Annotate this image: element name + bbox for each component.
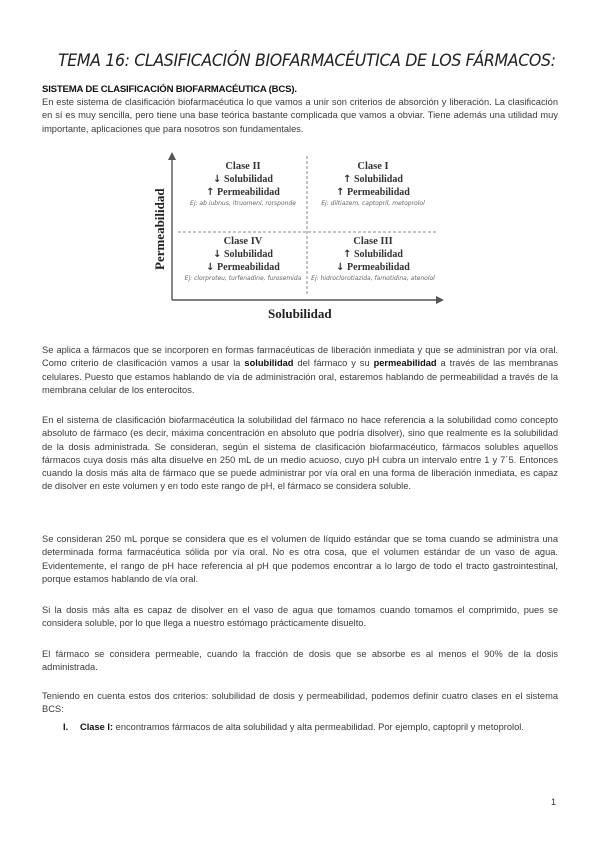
arrow-up-icon: ↑ [343, 174, 352, 185]
quadrant-example: Ej: diltiazem, captopril, metoprolol [321, 200, 425, 207]
page-number: 1 [551, 797, 557, 807]
quadrant-class-ii [180, 160, 306, 228]
paragraph-volume: Se consideran 250 mL porque se considera que es el volumen de líquido estándar que se toma cuando se administra una determinada forma farmacéutica sólida por vía oral. No es otra cosa, que el volumen estándar de un vaso de agua. Evidentemente, el rango de pH hace referencia al pH que podemos encontrar a lo largo de todo el tracto gastrointestinal, porque estamos hablando de vía oral. [42, 534, 558, 584]
quadrant-permeability: Permeabilidad [217, 262, 280, 273]
paragraph-text: del fármaco y su [293, 358, 374, 369]
quadrant-permeability: Permeabilidad [347, 262, 410, 273]
quadrant-class-i [310, 160, 436, 228]
quadrant-class-iii [310, 235, 436, 303]
keyword-solubility: solubilidad [244, 358, 294, 369]
x-axis-label: Solubilidad [268, 306, 332, 321]
quadrant-title: Clase I [357, 161, 389, 172]
quadrant-solubility: Solubilidad [223, 174, 273, 185]
arrow-down-icon: ↓ [213, 174, 222, 185]
arrow-up-icon: ↑ [343, 249, 352, 260]
quadrant-solubility: Solubilidad [353, 174, 403, 185]
paragraph-permeable: El fármaco se considera permeable, cuando la fracción de dosis que se absorbe es al menos el 90% de la dosis administrada. [42, 649, 558, 673]
paragraph-text: a través de las membranas celulares. Puesto que estamos hablando de vía de administración oral, estaremos hablando de permeabilidad a través de la membrana celular de los enterocitos. [42, 358, 558, 395]
page-title: TEMA 16: CLASIFICACIÓN BIOFARMACÉUTICA DE LOS FÁRMACOS: [58, 51, 556, 71]
quadrant-permeability: Permeabilidad [217, 187, 280, 198]
quadrant-example: Ej: hidroclorotiazida, famotidina, atenolol [311, 275, 435, 282]
quadrant-title: Clase IV [223, 236, 263, 247]
arrow-down-icon: ↓ [336, 262, 345, 273]
quadrant-permeability: Permeabilidad [347, 187, 410, 198]
intro-paragraph: En este sistema de clasificación biofarmacéutica lo que vamos a unir son criterios de absorción y liberación. La clasificación en sí es muy sencilla, pero tiene una base teórica bastante complicada que vamos a obviar. Tiene además una utilidad muy importante, aplicaciones que para nosotros son fundamentales. [42, 97, 558, 134]
quadrant-example: Ej: clorproteu, turfenadine, furosemida [184, 275, 302, 282]
arrow-up-icon: ↑ [336, 187, 345, 198]
arrow-down-icon: ↓ [206, 262, 215, 273]
arrow-up-icon: ↑ [206, 187, 215, 198]
paragraph-classes-intro: Teniendo en cuenta estos dos criterios: solubilidad de dosis y permeabilidad, podemos definir cuatro clases en el sistema BCS: [42, 691, 558, 715]
y-axis-label: Permeabilidad [152, 188, 167, 270]
quadrant-solubility: Solubilidad [353, 249, 403, 260]
quadrant-title: Clase III [353, 236, 393, 247]
quadrant-title: Clase II [225, 161, 261, 172]
list-item-text: encontramos fármacos de alta solubilidad y alta permeabilidad. Por ejemplo, captopril y metoprolol. [113, 722, 524, 732]
quadrant-example: Ej: ab iubnus, itruomeni, rorsponde [190, 200, 296, 207]
paragraph-criteria [42, 344, 558, 397]
quadrant-class-iv [180, 235, 306, 303]
section-subtitle: SISTEMA DE CLASIFICACIÓN BIOFARMACÉUTICA (BCS). [42, 84, 297, 95]
quadrant-solubility: Solubilidad [223, 249, 273, 260]
paragraph-text: Se aplica a fármacos que se incorporen en formas farmacéuticas de liberación inmediata y que se administran por vía oral. Como criterio de clasificación vamos a usar la [42, 345, 558, 369]
list-item-label: Clase I: [80, 722, 114, 732]
arrow-down-icon: ↓ [213, 249, 222, 260]
bcs-classification-figure [150, 150, 450, 330]
keyword-permeability: permeabilidad [373, 358, 437, 369]
list-number: I. [63, 722, 69, 732]
paragraph-dose: Si la dosis más alta es capaz de disolver en el vaso de agua que tomamos cuando tomamos el comprimido, pues se considera soluble, por lo que llega a nuestro estómago prácticamente disuelto. [42, 605, 558, 629]
paragraph-solubility: En el sistema de clasificación biofarmacéutica la solubilidad del fármaco no hace referencia a la solubilidad como concepto absoluto de fármaco (es decir, máxima concentración en absoluto que podría disolver), sino que realmente es la solubilidad de la dosis administrada. Se consideran, según el sistema de clasificación biofarmacéutico, fármacos solubles aquellos fármacos cuya dosis más alta disuelve en 250 mL de un medio acuoso, cuyo pH cubra un intervalo entre 1 y 7´5. Entonces cuando la dosis más alta de fármaco que se puede administrar por vía oral en una forma de liberación inmediata, es capaz de disolver en este volumen y en todo este rango de pH, el fármaco se considera soluble. [42, 415, 558, 492]
list-item [63, 721, 558, 734]
